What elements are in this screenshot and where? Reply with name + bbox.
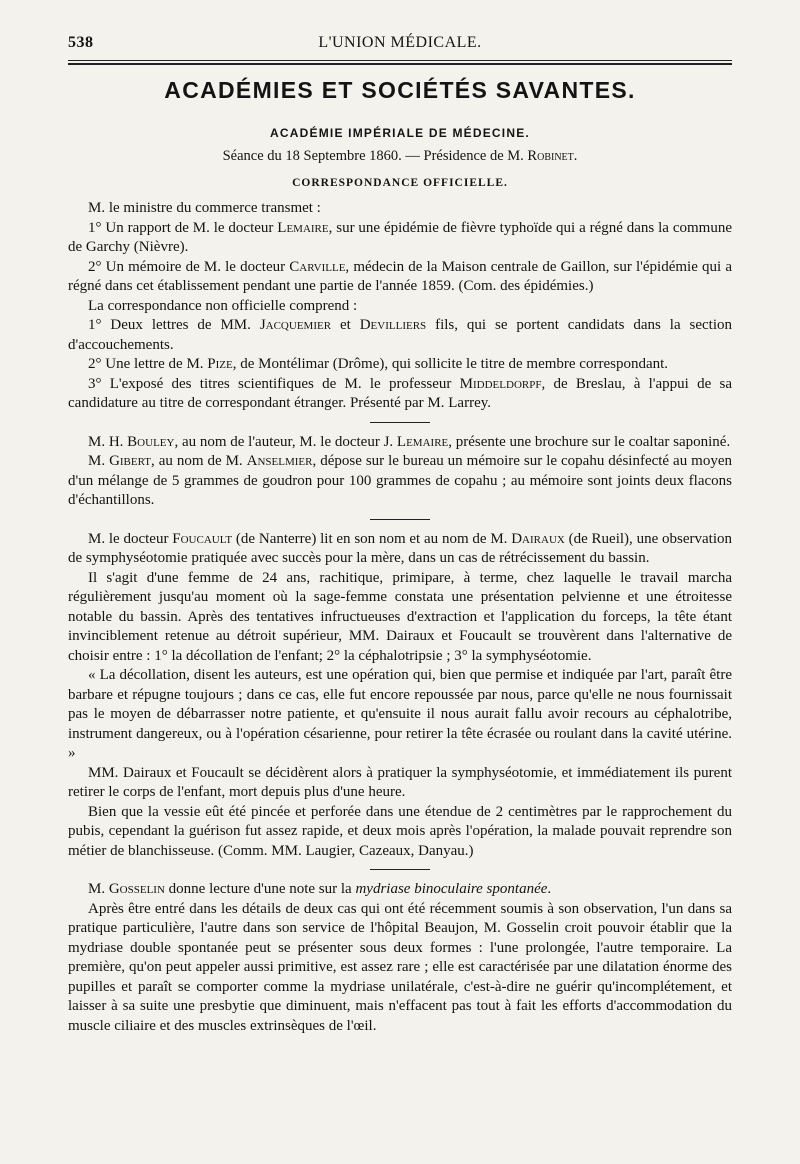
separator-rule <box>370 869 430 870</box>
paragraph: Il s'agit d'une femme de 24 ans, rachitique, primipare, à terme, chez laquelle le travail marcha régulièrement jusqu'au moment où la sage-femme constata une présentation pelvienne et une étroitesse notable du bassin. Après des tentatives infructueuses d'extraction et l'application du forceps, la tête étant invinciblement retenue au détroit supérieur, MM. Dairaux et Foucault se trouvèrent dans l'alternative de choisir entre : 1° la décollation de l'enfant; 2° la céphalotripsie ; 3° la symphyséotomie. <box>68 569 732 664</box>
paragraph: 2° Un mémoire de M. le docteur Carville, médecin de la Maison centrale de Gaillon, sur l'épidémie qui a régné dans cet établissement pendant une partie de l'année 1859. (Com. des épidémies.) <box>68 258 732 294</box>
paragraph: 2° Une lettre de M. Pize, de Montélimar (Drôme), qui sollicite le titre de membre correspondant. <box>88 356 669 372</box>
session-end: . <box>573 148 578 164</box>
paragraph: 1° Un rapport de M. le docteur Lemaire, sur une épidémie de fièvre typhoïde qui a régné dans la commune de Garchy (Nièvre). <box>68 219 732 255</box>
running-head <box>68 30 732 60</box>
separator-rule <box>370 519 430 520</box>
section-title: ACADÉMIES ET SOCIÉTÉS SAVANTES. <box>164 77 636 103</box>
paragraph: 1° Deux lettres de MM. Jacquemier et Devilliers fils, qui se portent candidats dans la section d'accouchements. <box>68 317 733 353</box>
page-number: 538 <box>68 34 94 51</box>
paragraph: 3° L'exposé des titres scientifiques de M. le professeur Middeldorpf, de Breslau, à l'appui de sa candidature au titre de correspondant étranger. Présenté par M. Larrey. <box>68 375 732 411</box>
paragraph: M. le ministre du commerce transmet : <box>88 200 321 216</box>
paragraph: MM. Dairaux et Foucault se décidèrent alors à pratiquer la symphyséotomie, et immédiatement ils purent retirer le corps de l'enfant, mort depuis plus d'une heure. <box>68 764 732 800</box>
paragraph: M. Gibert, au nom de M. Anselmier, dépose sur le bureau un mémoire sur le copahu désinfecté au moyen d'un mélange de 5 grammes de goudron pour 100 grammes de copahu ; au mémoire sont joints deux flacons d'échantillons. <box>68 453 732 508</box>
paragraph: M. le docteur Foucault (de Nanterre) lit en son nom et au nom de M. Dairaux (de Rueil), une observation de symphyséotomie pratiquée avec succès pour la mère, dans un cas de rétrécissement du bassin. <box>68 530 732 566</box>
paragraph: Après être entré dans les détails de deux cas qui ont été récemment soumis à son observation, l'un dans sa pratique particulière, l'autre dans son service de l'hôpital Beaujon, M. Gosselin croit pouvoir établir que la mydriase double spontanée peut se présenter sous deux formes : l'une prolongée, l'autre temporaire. La première, qu'on peut appeler aussi primitive, est assez rare ; elle est caractérisée par une dilatation énorme des pupilles et paraît se comporter comme la mydriase unilatérale, c'est-à-dire ne guérir qu'incomplétement, et laisser à sa suite une presbytie que diminuent, mais n'effacent pas tout à fait les efforts d'accommodation du muscle ciliaire et des muscles extrinsèques de l'œil. <box>68 900 732 1034</box>
correspondence-heading: CORRESPONDANCE OFFICIELLE. <box>292 177 508 189</box>
journal-title: L'UNION MÉDICALE. <box>318 34 482 51</box>
academy-heading: ACADÉMIE IMPÉRIALE DE MÉDECINE. <box>270 126 530 140</box>
quotation: « La décollation, disent les auteurs, est une opération qui, bien que permise et indiquée par l'art, paraît être barbare et répugne toujours ; dans ce cas, elle fut encore repoussée par nous, parce qu'elle ne nous fournissait pas le moyen de débarrasser notre patiente, et qu'ensuite il nous aurait fallu avoir recours au céphalotribe, instrument dangereux, ou à l'opération césarienne, pour retirer la tête écrasée ou roulant dans la cavité utérine. » <box>68 667 732 761</box>
paragraph: La correspondance non officielle comprend : <box>88 297 358 314</box>
president-name: Robinet <box>527 148 574 164</box>
paragraph: M. Gosselin donne lecture d'une note sur la mydriase binoculaire spontanée. <box>88 881 552 897</box>
separator-rule <box>370 422 430 423</box>
session-text: Séance du 18 Septembre 1860. — Présidence de M. <box>222 148 528 164</box>
header-rule <box>68 60 732 65</box>
paragraph: Bien que la vessie eût été pincée et perforée dans une étendue de 2 centimètres par le rapprochement du pubis, cependant la guérison fut assez rapide, et deux mois après l'opération, la malade pouvait reprendre son métier de blanchisseuse. (Comm. MM. Laugier, Cazeaux, Danyau.) <box>68 803 732 859</box>
session-line <box>68 148 732 165</box>
paragraph: M. H. Bouley, au nom de l'auteur, M. le docteur J. Lemaire, présente une brochure sur le coaltar saponiné. <box>88 433 731 450</box>
